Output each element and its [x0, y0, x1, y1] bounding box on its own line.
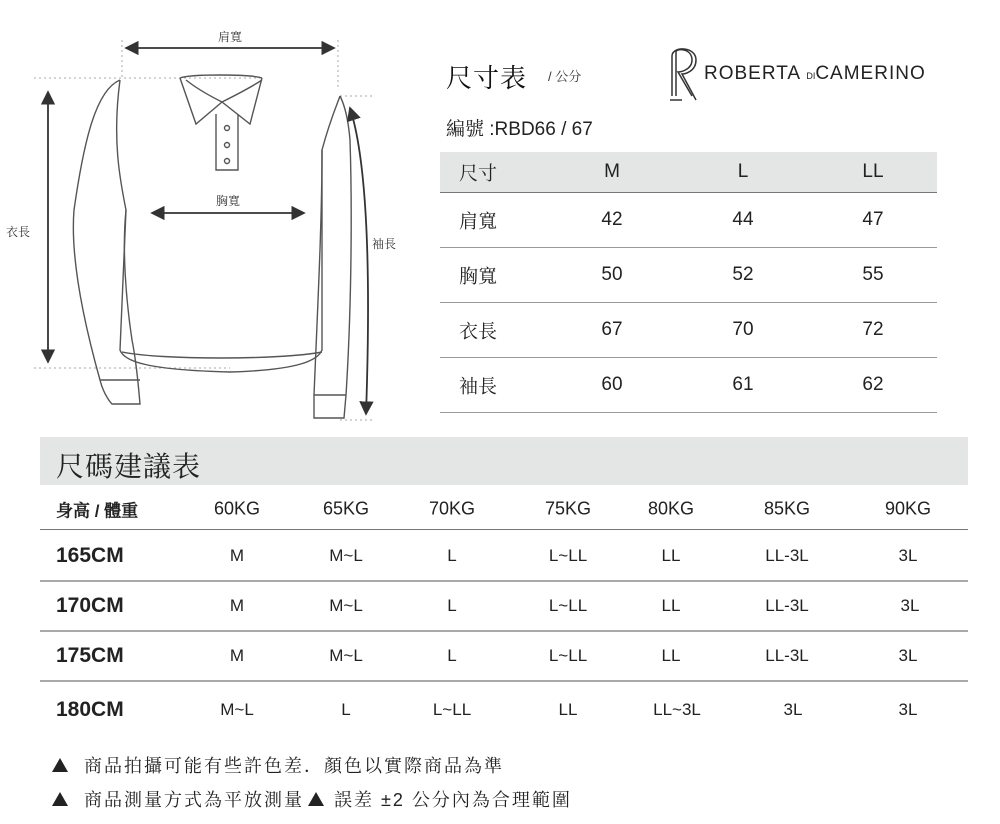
- size-cell: 3L: [783, 700, 803, 719]
- size-cell: M~L: [329, 646, 363, 665]
- size-cell: M~L: [220, 700, 254, 719]
- table-cell: 62: [862, 374, 884, 395]
- size-cell: LL: [661, 646, 681, 665]
- table-cell: 67: [601, 319, 623, 340]
- size-table-row: [440, 193, 937, 248]
- size-m-header: M: [604, 161, 620, 182]
- size-chart-title: 尺寸表: [446, 63, 528, 93]
- brand-logo: [668, 46, 926, 102]
- height-label: 175CM: [56, 644, 124, 667]
- recommendation-row: [40, 632, 968, 682]
- note-color-difference: [52, 752, 504, 778]
- table-cell: 47: [862, 209, 884, 230]
- sleeve-length-label: 袖長: [372, 237, 397, 251]
- table-cell: 72: [862, 319, 884, 340]
- size-cell: L: [447, 546, 457, 565]
- size-cell: LL-3L: [765, 646, 809, 665]
- recommendation-row: [40, 532, 968, 582]
- triangle-bullet-icon: [52, 758, 68, 772]
- chest-width-label: 胸寬: [216, 194, 241, 208]
- shoulder-width-label: 肩寬: [218, 30, 243, 44]
- size-cell: LL-3L: [765, 596, 809, 615]
- note-text: 商品拍攝可能有些許色差．顏色以實際商品為準: [84, 756, 504, 776]
- brand-r-icon: [668, 46, 698, 102]
- measure-label: 袖長: [459, 376, 498, 398]
- size-table-row: [440, 248, 937, 303]
- size-ll-header: LL: [862, 161, 884, 182]
- table-cell: 70: [732, 319, 754, 340]
- weight-header: 90KG: [884, 498, 932, 519]
- size-cell: M~L: [329, 546, 363, 565]
- measure-label: 衣長: [459, 321, 498, 343]
- size-cell: LL~3L: [653, 700, 701, 719]
- size-cell: 3L: [898, 546, 918, 565]
- size-cell: L~LL: [432, 700, 472, 719]
- size-cell: L~LL: [548, 546, 588, 565]
- table-cell: 42: [601, 209, 623, 230]
- size-cell: L: [447, 646, 457, 665]
- height-label: 170CM: [56, 594, 124, 617]
- size-cell: M: [229, 546, 245, 565]
- table-cell: 61: [732, 374, 754, 395]
- table-cell: 50: [601, 264, 623, 285]
- size-cell: L~LL: [548, 646, 588, 665]
- brand-name: ROBERTA DICAMERINO: [704, 63, 926, 84]
- table-cell: 52: [732, 264, 754, 285]
- body-length-label: 衣長: [6, 225, 31, 239]
- size-table: [440, 152, 937, 413]
- note-text: 誤差 ±2 公分內為合理範圍: [334, 790, 572, 810]
- size-cell: L~LL: [548, 596, 588, 615]
- shirt-illustration: [0, 0, 440, 440]
- size-table-row: [440, 358, 937, 413]
- note-text: 商品測量方式為平放測量: [84, 790, 304, 810]
- recommendation-header: [40, 489, 968, 530]
- size-cell: LL: [661, 546, 681, 565]
- measure-label: 胸寬: [459, 266, 498, 288]
- size-col-header: 尺寸: [459, 163, 498, 185]
- weight-header: 85KG: [763, 498, 811, 519]
- size-cell: LL: [661, 596, 681, 615]
- recommendation-row: [40, 686, 968, 734]
- height-label: 180CM: [56, 698, 124, 721]
- size-table-row: [440, 303, 937, 358]
- weight-header: 60KG: [213, 498, 261, 519]
- size-cell: 3L: [900, 596, 920, 615]
- unit-label: / 公分: [548, 69, 582, 84]
- size-cell: M: [229, 646, 245, 665]
- table-cell: 55: [862, 264, 884, 285]
- size-cell: 3L: [898, 700, 918, 719]
- size-cell: M: [229, 596, 245, 615]
- size-cell: LL-3L: [765, 546, 809, 565]
- size-cell: L: [341, 700, 351, 719]
- weight-header: 65KG: [322, 498, 370, 519]
- measure-label: 肩寬: [459, 211, 498, 233]
- triangle-bullet-icon: [52, 792, 68, 806]
- table-cell: 44: [732, 209, 754, 230]
- shirt-diagram: [0, 0, 440, 440]
- model-number: 編號 :RBD66 / 67: [446, 119, 593, 140]
- size-cell: L: [447, 596, 457, 615]
- weight-header: 75KG: [544, 498, 592, 519]
- recommendation-title: 尺碼建議表: [56, 451, 202, 482]
- height-label: 165CM: [56, 544, 124, 567]
- height-weight-header: 身高 / 體重: [56, 501, 139, 521]
- size-cell: LL: [558, 700, 578, 719]
- note-measurement: [52, 786, 572, 812]
- size-l-header: L: [737, 161, 749, 182]
- size-cell: M~L: [329, 596, 363, 615]
- recommendation-title-bar: [40, 437, 968, 485]
- table-cell: 60: [601, 374, 623, 395]
- weight-header: 80KG: [647, 498, 695, 519]
- weight-header: 70KG: [428, 498, 476, 519]
- triangle-bullet-icon: [308, 792, 324, 806]
- size-table-header: [440, 152, 937, 193]
- recommendation-row: [40, 582, 968, 632]
- size-cell: 3L: [898, 646, 918, 665]
